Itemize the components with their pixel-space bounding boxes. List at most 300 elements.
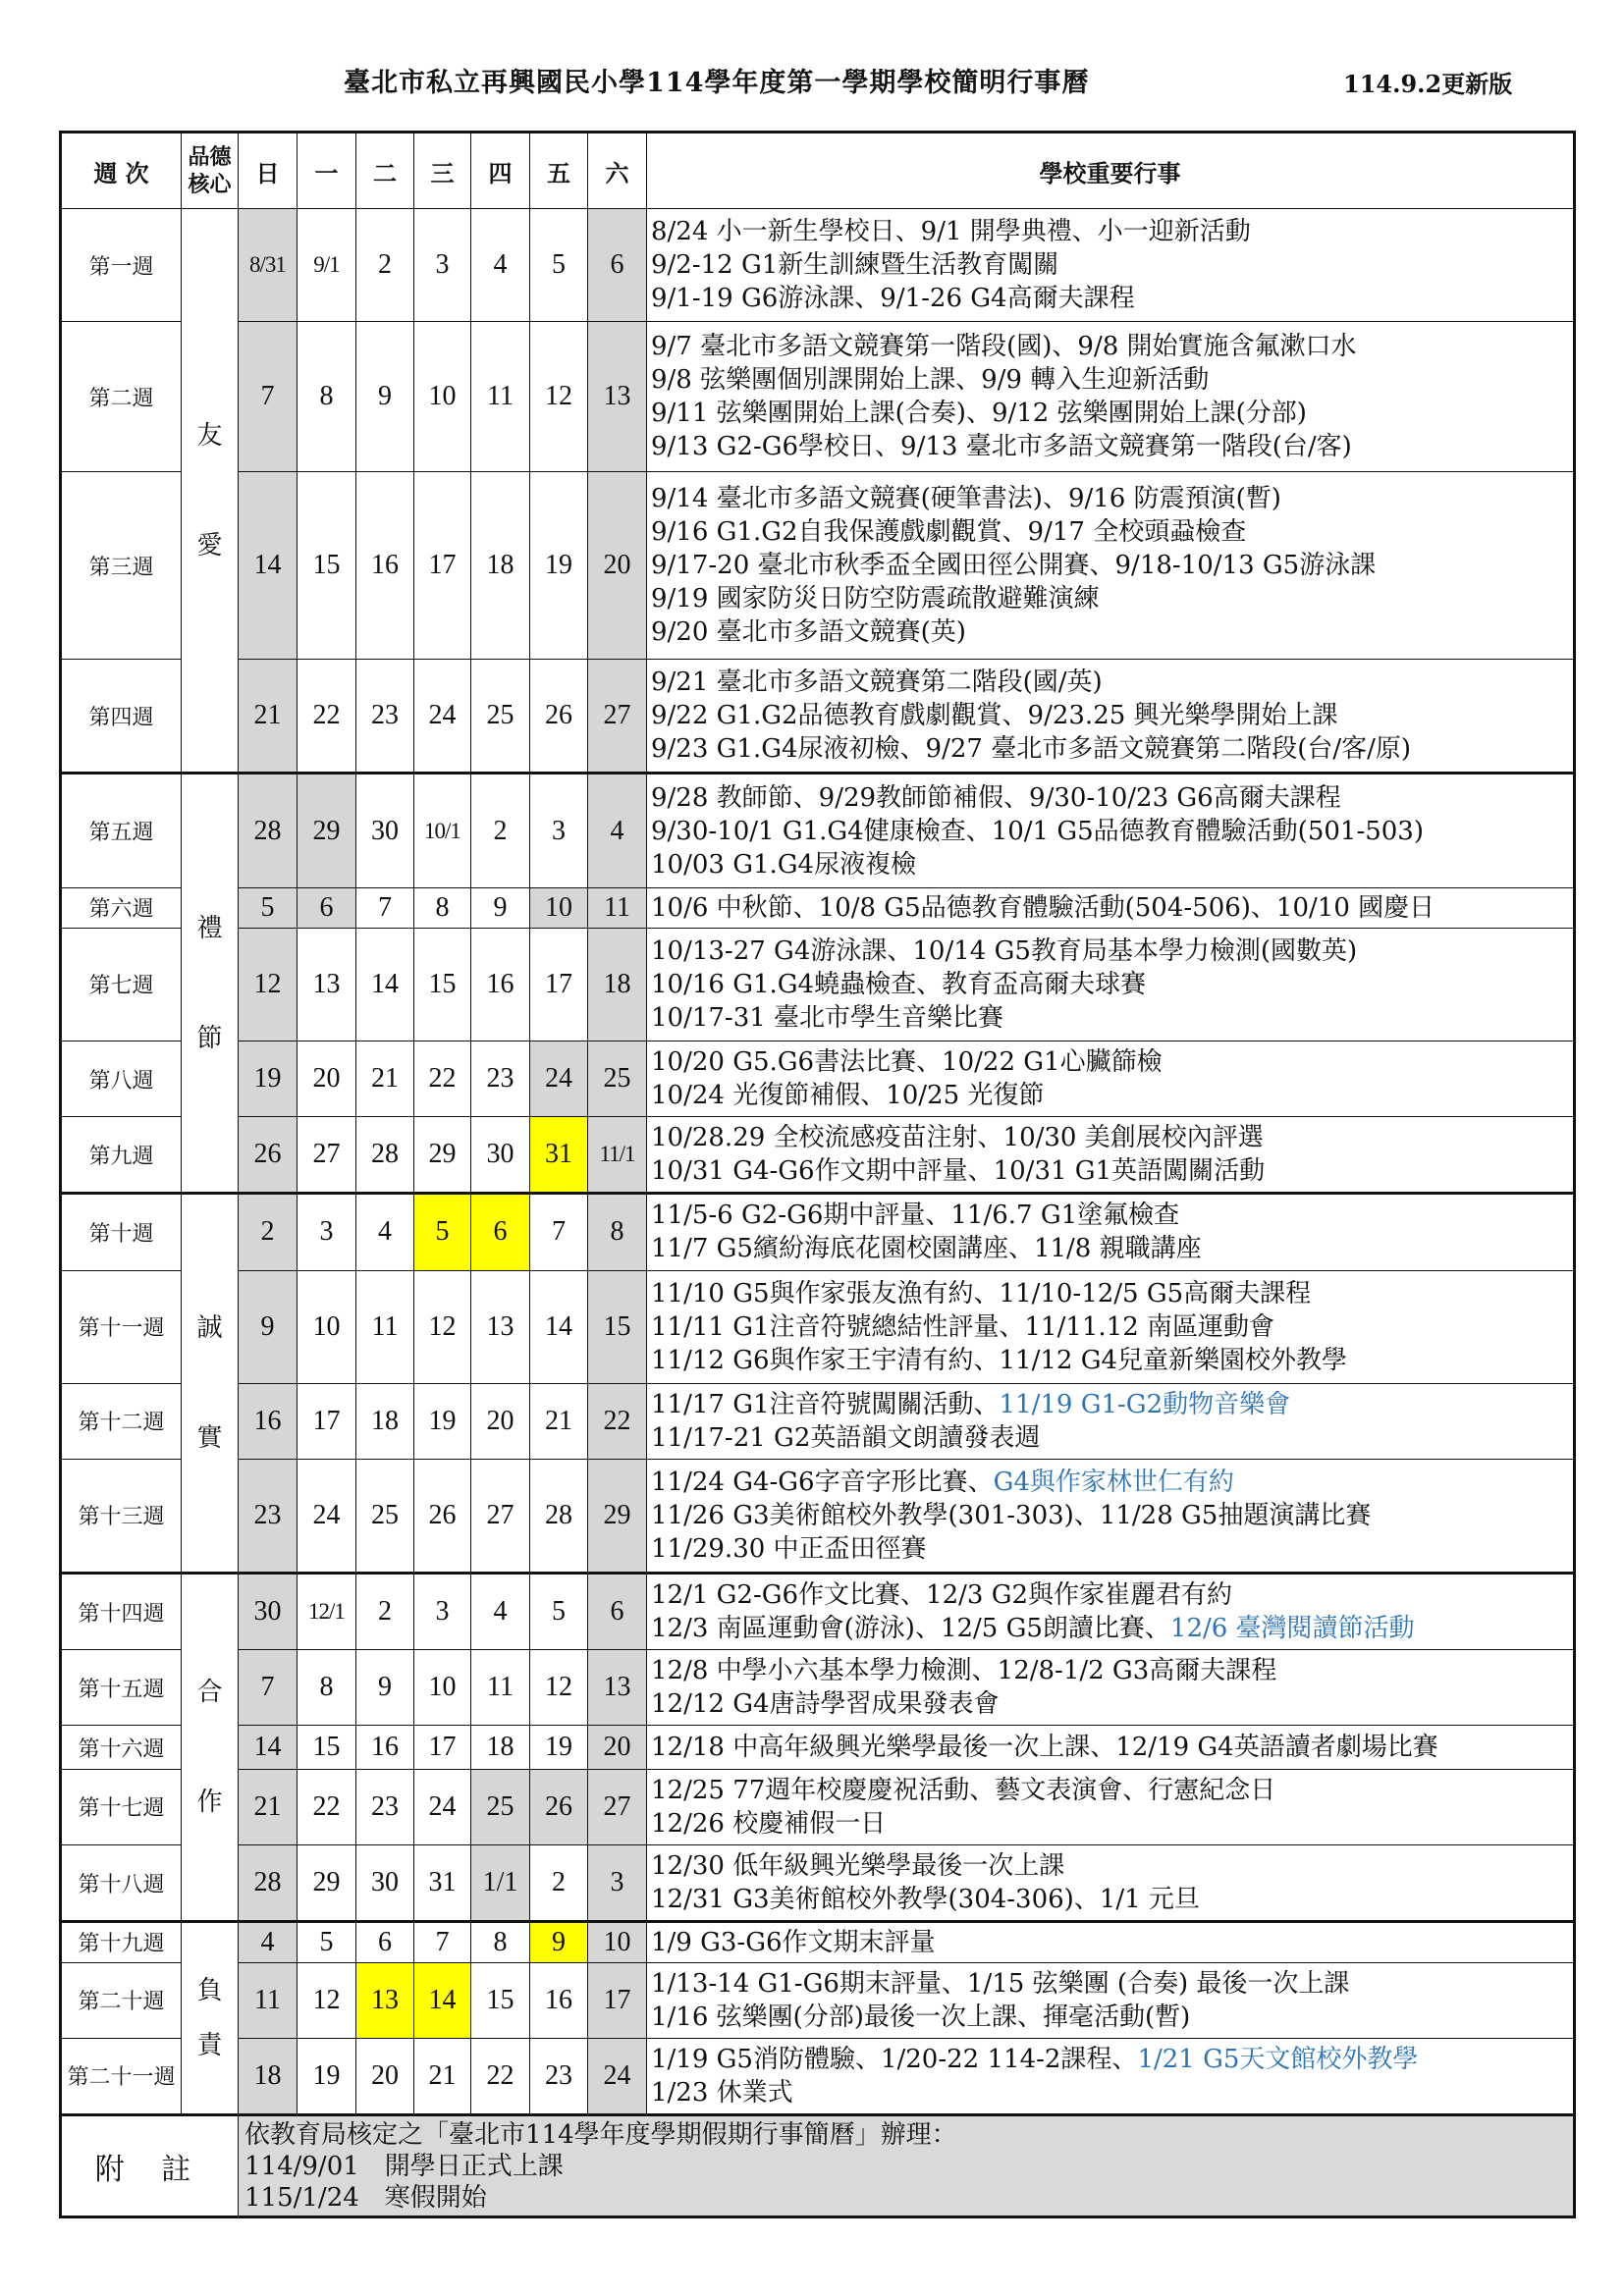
day-cell: 31 bbox=[414, 1844, 471, 1921]
day-cell: 18 bbox=[239, 2038, 298, 2114]
event-line bbox=[651, 848, 1573, 881]
event-line bbox=[651, 815, 1573, 848]
day-cell: 27 bbox=[588, 1769, 647, 1844]
day-cell: 18 bbox=[471, 472, 530, 660]
day-cell: 11 bbox=[471, 322, 530, 472]
day-cell: 26 bbox=[530, 1769, 588, 1844]
day-cell: 7 bbox=[414, 1922, 471, 1962]
day-header-sat: 六 bbox=[588, 133, 647, 209]
day-cell: 30 bbox=[471, 1117, 530, 1194]
event-line bbox=[651, 1310, 1573, 1344]
header-row bbox=[61, 133, 1575, 209]
day-cell: 19 bbox=[414, 1383, 471, 1459]
event-text: 11/5-6 G2-G6期中評量、11/6.7 G1塗氟檢查 bbox=[651, 1201, 1180, 1231]
day-cell: 3 bbox=[414, 209, 471, 322]
event-line bbox=[651, 1926, 1573, 1959]
day-cell: 29 bbox=[298, 1844, 356, 1921]
core-value bbox=[182, 209, 239, 774]
day-cell: 22 bbox=[471, 2038, 530, 2114]
day-cell: 20 bbox=[588, 472, 647, 660]
event-text: 11/7 G5繽紛海底花園校園講座、11/8 親職講座 bbox=[651, 1234, 1202, 1264]
day-cell: 10 bbox=[414, 1650, 471, 1726]
event-line bbox=[651, 1344, 1573, 1377]
event-line bbox=[651, 1001, 1573, 1035]
event-text: 9/13 G2-G6學校日、9/13 臺北市多語文競賽第一階段(台/客) bbox=[651, 432, 1352, 462]
core-value bbox=[182, 1573, 239, 1921]
week-row bbox=[61, 1194, 1575, 1270]
event-text: 11/26 G3美術館校外教學(301-303)、11/28 G5抽題演講比賽 bbox=[651, 1500, 1372, 1530]
day-cell: 12 bbox=[530, 322, 588, 472]
week-row bbox=[61, 1041, 1575, 1117]
week-label: 第十二週 bbox=[61, 1383, 182, 1459]
day-cell: 14 bbox=[239, 1726, 298, 1770]
event-text: 12/25 77週年校慶慶祝活動、藝文表演會、行憲紀念日 bbox=[651, 1775, 1276, 1805]
day-cell: 5 bbox=[530, 1573, 588, 1649]
week-row bbox=[61, 1117, 1575, 1194]
day-cell: 24 bbox=[414, 660, 471, 774]
day-cell: 8/31 bbox=[239, 209, 298, 322]
day-cell: 6 bbox=[298, 887, 356, 928]
event-text-highlighted: G4與作家林世仁有約 bbox=[993, 1467, 1234, 1497]
event-line bbox=[651, 582, 1573, 615]
day-cell: 14 bbox=[239, 472, 298, 660]
day-cell: 8 bbox=[471, 1922, 530, 1962]
events-cell bbox=[647, 1650, 1575, 1726]
core-value bbox=[182, 1194, 239, 1574]
event-line bbox=[651, 1232, 1573, 1265]
week-label: 第十週 bbox=[61, 1194, 182, 1270]
day-cell: 14 bbox=[414, 1962, 471, 2038]
day-cell: 10 bbox=[298, 1270, 356, 1383]
event-line bbox=[651, 615, 1573, 649]
event-text: 9/11 弦樂團開始上課(合奏)、9/12 弦樂團開始上課(分部) bbox=[651, 399, 1307, 429]
day-cell: 3 bbox=[530, 774, 588, 887]
day-cell: 28 bbox=[239, 1844, 298, 1921]
event-line bbox=[651, 699, 1573, 732]
week-row bbox=[61, 1573, 1575, 1649]
day-cell: 5 bbox=[298, 1922, 356, 1962]
event-text: 9/20 臺北市多語文競賽(英) bbox=[651, 617, 966, 648]
day-cell: 22 bbox=[414, 1041, 471, 1117]
week-row bbox=[61, 1922, 1575, 1962]
events-cell bbox=[647, 322, 1575, 472]
event-line bbox=[651, 282, 1573, 315]
event-text: 12/26 校慶補假一日 bbox=[651, 1808, 887, 1839]
day-cell: 28 bbox=[530, 1459, 588, 1573]
events-cell bbox=[647, 928, 1575, 1041]
day-cell: 4 bbox=[356, 1194, 414, 1270]
day-cell: 25 bbox=[588, 1041, 647, 1117]
event-line bbox=[651, 781, 1573, 815]
week-row bbox=[61, 1769, 1575, 1844]
day-cell: 31 bbox=[530, 1117, 588, 1194]
day-cell: 10/1 bbox=[414, 774, 471, 887]
week-row bbox=[61, 2038, 1575, 2114]
event-text: 9/7 臺北市多語文競賽第一階段(國)、9/8 開始實施含氟漱口水 bbox=[651, 332, 1357, 362]
day-cell: 8 bbox=[298, 1650, 356, 1726]
event-line bbox=[651, 1687, 1573, 1721]
day-cell: 3 bbox=[588, 1844, 647, 1921]
week-label: 第十五週 bbox=[61, 1650, 182, 1726]
day-cell: 23 bbox=[356, 660, 414, 774]
event-text: 11/29.30 中正盃田徑賽 bbox=[651, 1533, 927, 1564]
day-cell: 24 bbox=[414, 1769, 471, 1844]
day-cell: 9/1 bbox=[298, 209, 356, 322]
day-header-mon: 一 bbox=[298, 133, 356, 209]
day-cell: 12 bbox=[530, 1650, 588, 1726]
event-text: 12/8 中學小六基本學力檢測、12/8-1/2 G3高爾夫課程 bbox=[651, 1656, 1277, 1686]
day-cell: 16 bbox=[239, 1383, 298, 1459]
week-row bbox=[61, 1726, 1575, 1770]
events-cell bbox=[647, 1117, 1575, 1194]
day-cell: 7 bbox=[530, 1194, 588, 1270]
day-cell: 4 bbox=[471, 209, 530, 322]
day-cell: 6 bbox=[588, 209, 647, 322]
day-cell: 16 bbox=[530, 1962, 588, 2038]
day-cell: 21 bbox=[356, 1041, 414, 1117]
event-text: 9/30-10/1 G1.G4健康檢查、10/1 G5品德教育體驗活動(501-503) bbox=[651, 816, 1424, 846]
day-cell: 9 bbox=[471, 887, 530, 928]
day-cell: 15 bbox=[298, 472, 356, 660]
day-cell: 11/1 bbox=[588, 1117, 647, 1194]
day-cell: 19 bbox=[239, 1041, 298, 1117]
day-cell: 2 bbox=[530, 1844, 588, 1921]
week-label: 第十四週 bbox=[61, 1573, 182, 1649]
day-cell: 23 bbox=[471, 1041, 530, 1117]
week-row bbox=[61, 209, 1575, 322]
day-cell: 29 bbox=[414, 1117, 471, 1194]
day-cell: 1/1 bbox=[471, 1844, 530, 1921]
event-line bbox=[651, 1774, 1573, 1807]
event-text: 9/21 臺北市多語文競賽第二階段(國/英) bbox=[651, 667, 1103, 698]
week-row bbox=[61, 887, 1575, 928]
event-line bbox=[651, 363, 1573, 397]
day-cell: 4 bbox=[471, 1573, 530, 1649]
day-cell: 25 bbox=[471, 660, 530, 774]
event-line bbox=[651, 1532, 1573, 1566]
day-cell: 18 bbox=[471, 1726, 530, 1770]
day-cell: 11 bbox=[239, 1962, 298, 2038]
event-line bbox=[651, 934, 1573, 968]
day-header-tue: 二 bbox=[356, 133, 414, 209]
day-cell: 30 bbox=[356, 774, 414, 887]
day-cell: 13 bbox=[298, 928, 356, 1041]
events-cell bbox=[647, 1726, 1575, 1770]
day-cell: 10 bbox=[588, 1922, 647, 1962]
core-value-text: 合 作 bbox=[196, 1678, 223, 1818]
day-cell: 29 bbox=[588, 1459, 647, 1573]
event-text: 10/31 G4-G6作文期中評量、10/31 G1英語闖關活動 bbox=[651, 1156, 1266, 1187]
event-text: 10/16 G1.G4蟯蟲檢查、教育盃高爾夫球賽 bbox=[651, 969, 1147, 999]
calendar-table bbox=[59, 131, 1576, 2218]
week-label: 第九週 bbox=[61, 1117, 182, 1194]
core-header-line2: 核心 bbox=[188, 172, 232, 197]
day-cell: 17 bbox=[588, 1962, 647, 2038]
day-cell: 20 bbox=[471, 1383, 530, 1459]
day-cell: 11 bbox=[356, 1270, 414, 1383]
event-text: 11/24 G4-G6字音字形比賽、 bbox=[651, 1467, 994, 1497]
day-cell: 27 bbox=[588, 660, 647, 774]
week-label: 第二週 bbox=[61, 322, 182, 472]
event-text: 1/9 G3-G6作文期末評量 bbox=[651, 1927, 936, 1957]
calendar-body bbox=[61, 209, 1575, 2115]
day-cell: 20 bbox=[588, 1726, 647, 1770]
week-row bbox=[61, 1383, 1575, 1459]
event-line bbox=[651, 549, 1573, 582]
day-cell: 13 bbox=[588, 1650, 647, 1726]
week-label: 第四週 bbox=[61, 660, 182, 774]
day-cell: 3 bbox=[414, 1573, 471, 1649]
week-row bbox=[61, 928, 1575, 1041]
event-text: 8/24 小一新生學校日、9/1 開學典禮、小一迎新活動 bbox=[651, 217, 1251, 247]
day-cell: 8 bbox=[298, 322, 356, 472]
day-cell: 25 bbox=[356, 1459, 414, 1573]
event-text: 11/11 G1注音符號總結性評量、11/11.12 南區運動會 bbox=[651, 1311, 1275, 1342]
event-text-highlighted: 1/21 G5天文館校外教學 bbox=[1137, 2044, 1419, 2074]
events-header: 學校重要行事 bbox=[647, 133, 1575, 209]
events-cell bbox=[647, 1573, 1575, 1649]
day-cell: 23 bbox=[356, 1769, 414, 1844]
day-cell: 14 bbox=[530, 1270, 588, 1383]
day-cell: 26 bbox=[239, 1117, 298, 1194]
day-cell: 15 bbox=[471, 1962, 530, 2038]
event-text-highlighted: 11/19 G1-G2動物音樂會 bbox=[999, 1389, 1291, 1419]
event-text: 10/6 中秋節、10/8 G5品德教育體驗活動(504-506)、10/10 國慶日 bbox=[651, 892, 1435, 923]
event-line bbox=[651, 2001, 1573, 2034]
day-cell: 15 bbox=[298, 1726, 356, 1770]
core-header bbox=[182, 133, 239, 209]
event-text: 12/1 G2-G6作文比賽、12/3 G2與作家崔麗君有約 bbox=[651, 1580, 1233, 1610]
event-text: 11/17-21 G2英語韻文朗讀發表週 bbox=[651, 1422, 1041, 1453]
event-text: 9/17-20 臺北市秋季盃全國田徑公開賽、9/18-10/13 G5游泳課 bbox=[651, 551, 1377, 581]
core-value bbox=[182, 774, 239, 1194]
day-cell: 17 bbox=[414, 1726, 471, 1770]
notes-label: 附 註 bbox=[61, 2115, 239, 2217]
events-cell bbox=[647, 2038, 1575, 2114]
day-cell: 12/1 bbox=[298, 1573, 356, 1649]
event-text: 12/31 G3美術館校外教學(304-306)、1/1 元旦 bbox=[651, 1885, 1200, 1915]
day-cell: 13 bbox=[471, 1270, 530, 1383]
event-line bbox=[651, 1807, 1573, 1841]
events-cell bbox=[647, 887, 1575, 928]
event-text: 1/23 休業式 bbox=[651, 2077, 793, 2108]
events-cell bbox=[647, 472, 1575, 660]
event-text: 1/13-14 G1-G6期末評量、1/15 弦樂團 (合奏) 最後一次上課 bbox=[651, 1968, 1350, 1999]
week-header: 週 次 bbox=[61, 133, 182, 209]
day-cell: 12 bbox=[239, 928, 298, 1041]
day-cell: 24 bbox=[298, 1459, 356, 1573]
day-cell: 8 bbox=[588, 1194, 647, 1270]
events-cell bbox=[647, 1769, 1575, 1844]
week-label: 第三週 bbox=[61, 472, 182, 660]
event-text: 1/19 G5消防體驗、1/20-22 114-2課程、 bbox=[651, 2044, 1138, 2074]
day-cell: 19 bbox=[530, 472, 588, 660]
week-label: 第一週 bbox=[61, 209, 182, 322]
day-cell: 8 bbox=[414, 887, 471, 928]
day-cell: 16 bbox=[356, 1726, 414, 1770]
event-line bbox=[651, 1612, 1573, 1645]
week-row bbox=[61, 472, 1575, 660]
day-cell: 15 bbox=[414, 928, 471, 1041]
day-cell: 6 bbox=[471, 1194, 530, 1270]
day-cell: 22 bbox=[298, 660, 356, 774]
event-text: 10/28.29 全校流感疫苗注射、10/30 美創展校內評選 bbox=[651, 1123, 1264, 1153]
day-cell: 7 bbox=[239, 322, 298, 472]
event-text: 10/13-27 G4游泳課、10/14 G5教育局基本學力檢測(國數英) bbox=[651, 935, 1358, 966]
day-cell: 22 bbox=[298, 1769, 356, 1844]
day-cell: 20 bbox=[356, 2038, 414, 2114]
event-text: 9/28 教師節、9/29教師節補假、9/30-10/23 G6高爾夫課程 bbox=[651, 782, 1341, 813]
core-value-text: 負 責 bbox=[196, 1976, 223, 2061]
day-cell: 24 bbox=[530, 1041, 588, 1117]
day-cell: 5 bbox=[239, 887, 298, 928]
event-line bbox=[651, 397, 1573, 430]
event-text: 11/17 G1注音符號闖關活動、 bbox=[651, 1389, 1000, 1419]
day-cell: 9 bbox=[356, 322, 414, 472]
event-text: 11/12 G6與作家王宇清有約、11/12 G4兒童新樂園校外教學 bbox=[651, 1345, 1348, 1375]
event-line bbox=[651, 732, 1573, 766]
event-line bbox=[651, 1967, 1573, 2001]
event-line bbox=[651, 215, 1573, 248]
event-line bbox=[651, 1388, 1573, 1421]
day-cell: 12 bbox=[298, 1962, 356, 2038]
week-row bbox=[61, 1844, 1575, 1921]
day-cell: 27 bbox=[298, 1117, 356, 1194]
day-cell: 11 bbox=[588, 887, 647, 928]
day-cell: 2 bbox=[239, 1194, 298, 1270]
event-line bbox=[651, 1883, 1573, 1916]
day-cell: 12 bbox=[414, 1270, 471, 1383]
day-cell: 2 bbox=[356, 209, 414, 322]
day-cell: 9 bbox=[239, 1270, 298, 1383]
day-cell: 7 bbox=[356, 887, 414, 928]
day-cell: 11 bbox=[471, 1650, 530, 1726]
event-text: 10/03 G1.G4尿液複檢 bbox=[651, 849, 917, 880]
calendar-title: 臺北市私立再興國民小學114學年度第一學期學校簡明行事曆 bbox=[344, 68, 1090, 98]
day-cell: 5 bbox=[414, 1194, 471, 1270]
event-line bbox=[651, 1079, 1573, 1112]
event-text: 9/2-12 G1新生訓練暨生活教育闖關 bbox=[651, 250, 1059, 281]
week-row bbox=[61, 1650, 1575, 1726]
event-text: 9/19 國家防災日防空防震疏散避難演練 bbox=[651, 584, 1100, 614]
event-line bbox=[651, 1277, 1573, 1310]
notes-line: 依教育局核定之「臺北市114學年度學期假期行事簡曆」辦理： bbox=[244, 2119, 957, 2150]
day-header-sun: 日 bbox=[239, 133, 298, 209]
event-text: 12/30 低年級興光樂學最後一次上課 bbox=[651, 1851, 1065, 1882]
event-text: 12/3 南區運動會(游泳)、12/5 G5朗讀比賽、 bbox=[651, 1614, 1170, 1643]
day-cell: 10 bbox=[530, 887, 588, 928]
day-cell: 19 bbox=[298, 2038, 356, 2114]
event-line bbox=[651, 666, 1573, 699]
day-cell: 30 bbox=[239, 1573, 298, 1649]
week-row bbox=[61, 774, 1575, 887]
event-line bbox=[651, 1849, 1573, 1883]
day-cell: 5 bbox=[530, 209, 588, 322]
events-cell bbox=[647, 209, 1575, 322]
event-text: 12/18 中高年級興光樂學最後一次上課、12/19 G4英語讀者劇場比賽 bbox=[651, 1733, 1438, 1763]
day-cell: 24 bbox=[588, 2038, 647, 2114]
day-cell: 23 bbox=[239, 1459, 298, 1573]
events-cell bbox=[647, 1962, 1575, 2038]
week-label: 第十八週 bbox=[61, 1844, 182, 1921]
day-cell: 22 bbox=[588, 1383, 647, 1459]
day-cell: 6 bbox=[588, 1573, 647, 1649]
event-line bbox=[651, 968, 1573, 1001]
day-cell: 9 bbox=[356, 1650, 414, 1726]
day-cell: 28 bbox=[356, 1117, 414, 1194]
day-cell: 13 bbox=[356, 1962, 414, 2038]
week-row bbox=[61, 1962, 1575, 2038]
day-cell: 26 bbox=[530, 660, 588, 774]
day-cell: 13 bbox=[588, 322, 647, 472]
day-cell: 4 bbox=[239, 1922, 298, 1962]
day-cell: 25 bbox=[471, 1769, 530, 1844]
day-cell: 19 bbox=[530, 1726, 588, 1770]
event-line bbox=[651, 891, 1573, 925]
day-cell: 16 bbox=[471, 928, 530, 1041]
event-line bbox=[651, 1731, 1573, 1764]
day-cell: 18 bbox=[588, 928, 647, 1041]
event-text: 12/12 G4唐詩學習成果發表會 bbox=[651, 1689, 1000, 1720]
event-line bbox=[651, 515, 1573, 549]
week-label: 第十九週 bbox=[61, 1922, 182, 1962]
events-cell bbox=[647, 660, 1575, 774]
day-cell: 16 bbox=[356, 472, 414, 660]
document-title bbox=[59, 57, 1571, 106]
day-cell: 18 bbox=[356, 1383, 414, 1459]
week-label: 第六週 bbox=[61, 887, 182, 928]
week-label: 第五週 bbox=[61, 774, 182, 887]
event-text: 10/24 光復節補假、10/25 光復節 bbox=[651, 1081, 1045, 1111]
notes-line: 115/1/24 寒假開始 bbox=[244, 2182, 487, 2213]
event-text: 9/14 臺北市多語文競賽(硬筆書法)、9/16 防震預演(暫) bbox=[651, 484, 1281, 514]
day-cell: 10 bbox=[414, 322, 471, 472]
core-value-text: 禮 節 bbox=[196, 913, 223, 1053]
day-cell: 21 bbox=[414, 2038, 471, 2114]
day-cell: 20 bbox=[298, 1041, 356, 1117]
event-text: 9/22 G1.G2品德教育戲劇觀賞、9/23.25 興光樂學開始上課 bbox=[651, 701, 1338, 731]
week-label: 第八週 bbox=[61, 1041, 182, 1117]
notes-line: 114/9/01 開學日正式上課 bbox=[244, 2151, 564, 2181]
day-cell: 23 bbox=[530, 2038, 588, 2114]
core-header-line1: 品德 bbox=[188, 144, 232, 170]
day-header-thu: 四 bbox=[471, 133, 530, 209]
event-line bbox=[651, 430, 1573, 463]
day-header-wed: 三 bbox=[414, 133, 471, 209]
core-value-text: 誠 實 bbox=[196, 1313, 223, 1454]
day-cell: 2 bbox=[471, 774, 530, 887]
event-text: 10/17-31 臺北市學生音樂比賽 bbox=[651, 1002, 1004, 1033]
day-cell: 14 bbox=[356, 928, 414, 1041]
events-cell bbox=[647, 1844, 1575, 1921]
events-cell bbox=[647, 1922, 1575, 1962]
event-line bbox=[651, 1499, 1573, 1532]
day-cell: 26 bbox=[414, 1459, 471, 1573]
day-cell: 4 bbox=[588, 774, 647, 887]
event-line bbox=[651, 1578, 1573, 1612]
event-line bbox=[651, 2043, 1573, 2076]
event-text-highlighted: 12/6 臺灣閱讀節活動 bbox=[1169, 1614, 1415, 1643]
event-text: 11/10 G5與作家張友漁有約、11/10-12/5 G5高爾夫課程 bbox=[651, 1278, 1312, 1308]
core-value-text: 友 愛 bbox=[196, 420, 223, 561]
week-label: 第十一週 bbox=[61, 1270, 182, 1383]
events-cell bbox=[647, 774, 1575, 887]
week-label: 第十六週 bbox=[61, 1726, 182, 1770]
day-cell: 6 bbox=[356, 1922, 414, 1962]
event-line bbox=[651, 248, 1573, 282]
week-row bbox=[61, 1270, 1575, 1383]
day-cell: 17 bbox=[530, 928, 588, 1041]
